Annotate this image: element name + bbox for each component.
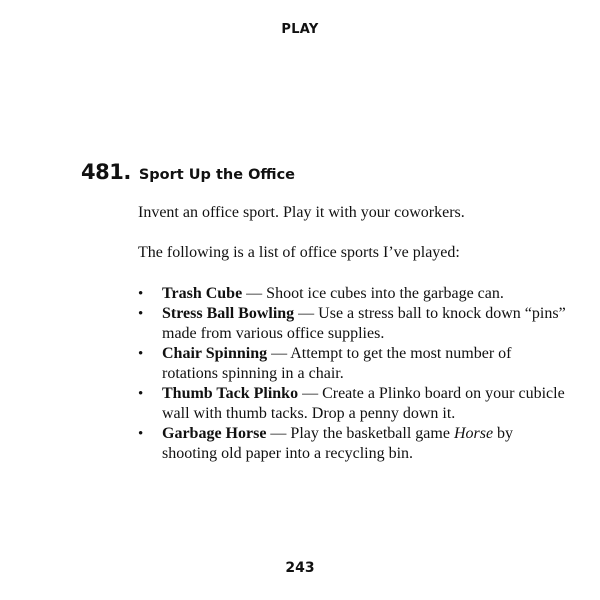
bullet-icon: • [138,386,144,402]
sport-name: Trash Cube [162,285,243,302]
game-name-emphasis: Horse [453,425,494,442]
entry-number: 481. [81,160,131,184]
list-item [138,304,568,344]
list-lead-paragraph: The following is a list of office sports I’ve played: [138,244,460,261]
sport-name: Garbage Horse [162,425,267,442]
sport-description-start: — Play the basketball game [266,425,454,442]
bullet-icon: • [138,346,144,362]
sport-description: — Attempt to get the most number of rotations spinning in a chair. [162,345,512,382]
sport-name: Stress Ball Bowling [162,305,295,322]
list-item [138,344,568,384]
list-item [138,284,568,304]
office-sports-list [138,284,568,464]
entry-heading [81,160,295,184]
sport-description-end: by shooting old paper into a recycling bin. [162,425,514,462]
entry-title: Sport Up the Office [138,167,296,183]
list-item [138,384,568,424]
sport-description: — Create a Plinko board on your cubicle wall with thumb tacks. Drop a penny down it. [162,385,565,422]
bullet-icon: • [138,286,144,302]
sport-name: Chair Spinning [162,345,268,362]
bullet-icon: • [138,306,144,322]
sport-description: — Use a stress ball to knock down “pins” made from various office supplies. [162,305,566,342]
sport-description: — Shoot ice cubes into the garbage can. [242,285,504,302]
page-number: 243 [285,560,315,576]
intro-paragraph: Invent an office sport. Play it with your coworkers. [138,204,465,221]
list-item [138,424,568,464]
sport-name: Thumb Tack Plinko [162,385,299,402]
running-head: PLAY [281,22,319,37]
bullet-icon: • [138,426,144,442]
